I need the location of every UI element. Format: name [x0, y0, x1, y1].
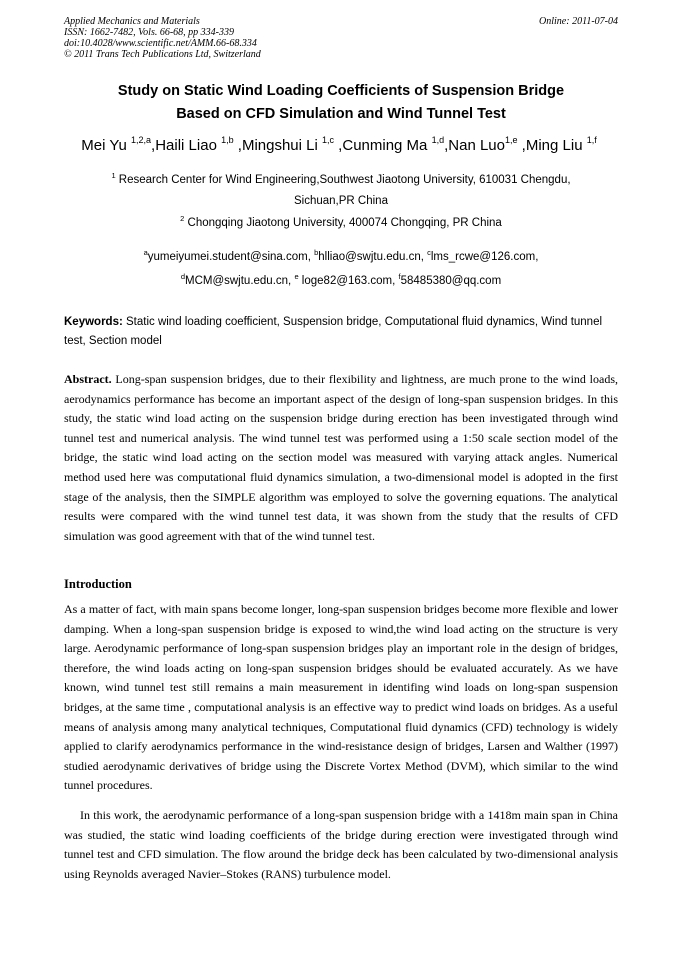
introduction-heading: Introduction [64, 577, 132, 591]
affiliation-text: Research Center for Wind Engineering,Southwest Jiaotong University, 610031 Chengdu, [115, 174, 571, 186]
journal-name: Applied Mechanics and Materials [64, 16, 200, 27]
email-line-2 [64, 271, 618, 292]
author-separator: , [334, 137, 343, 154]
doi-line: doi:10.4028/www.scientific.net/AMM.66-68.334 [64, 38, 257, 49]
email-marker: e [294, 272, 299, 281]
affiliation-2 [64, 213, 618, 234]
copyright-line: © 2011 Trans Tech Publications Ltd, Switzerland [64, 49, 261, 60]
author-affil-marker: 1,b [221, 135, 234, 145]
author-affil-marker: 1,c [322, 135, 335, 145]
introduction-paragraph-2: In this work, the aerodynamic performance of a long-span suspension bridge with a 1418m main span in China was studied, the static wind loading coefficients of the bridge during erection were investigated through wind tunnel test and CFD simulation. The flow around the bridge deck has been calculated by two-dimensional analysis using Reynolds averaged Navier–Stokes (RANS) turbulence model. [64, 808, 618, 881]
title-line-2: Based on CFD Simulation and Wind Tunnel Test [176, 106, 506, 122]
affiliation-text: Chongqing Jiaotong University, 400074 Chongqing, PR China [184, 217, 502, 229]
author-list [40, 136, 638, 156]
author-separator: , [233, 137, 242, 154]
email-address[interactable]: yumeiyumei.student@sina.com, [147, 251, 315, 263]
author-affil-marker: 1,f [586, 135, 597, 145]
email-address[interactable]: 58485380@qq.com [400, 275, 502, 287]
author-name: Ming Liu [525, 137, 583, 154]
affiliation-1 [64, 170, 618, 212]
paper-title [64, 80, 618, 126]
email-address[interactable]: hlliao@swjtu.edu.cn, [318, 251, 428, 263]
affiliation-marker: 1 [111, 171, 116, 180]
issn-line: ISSN: 1662-7482, Vols. 66-68, pp 334-339 [64, 27, 234, 38]
author-affil-marker: 1,e [504, 135, 518, 145]
author-separator: , [151, 137, 156, 154]
author-name: Mingshui Li [241, 137, 318, 154]
author-separator: , [517, 137, 526, 154]
publication-info [64, 16, 261, 60]
email-marker: b [314, 248, 319, 257]
email-address[interactable]: lms_rcwe@126.com, [430, 251, 539, 263]
introduction-paragraph-1: As a matter of fact, with main spans become longer, long-span suspension bridges become more flexible and lower damping. When a long-span suspension bridge is exposed to wind,the wind load acting on the structure is very large. Aerodynamic performance of long-span suspension bridges play an important role in the design of bridges, therefore, the wind loads acting on long-span suspension bridges should be evaluated accurately. As we have known, wind tunnel test still remains a main measurement in identifing wind loads on long-span suspension bridges, at the same time , computational analysis is an effective way to predict wind loads on bridges. As a useful means of analysis among many analytical techniques, Computational fluid dynamics (CFD) technology is widely applied to clarify aerodynamics performance in the wind-resistance design of bridges, Larsen and Walther (1997) studied aerodynamic derivatives of bridge using the Discrete Vortex Method (DVM), which similar to the wind tunnel procedures. [64, 602, 618, 793]
author-affil-marker: 1,2,a [131, 135, 152, 145]
email-marker: d [180, 272, 185, 281]
email-address[interactable]: loge82@163.com, [298, 275, 399, 287]
author-name: Mei Yu [81, 137, 127, 154]
keywords-label: Keywords: [64, 316, 123, 328]
abstract-section [64, 370, 618, 546]
affiliation-marker: 2 [180, 214, 185, 223]
email-line-1 [64, 247, 618, 268]
keywords-text: Static wind loading coefficient, Suspension bridge, Computational fluid dynamics, Wind tunnel test, Section model [64, 316, 603, 347]
keywords-section [64, 313, 618, 351]
email-address[interactable]: MCM@swjtu.edu.cn, [184, 275, 295, 287]
author-name: Nan Luo [448, 137, 505, 154]
email-marker: c [427, 248, 431, 257]
affiliation-text-cont: Sichuan,PR China [294, 195, 388, 207]
author-separator: , [444, 137, 449, 154]
online-date: Online: 2011-07-04 [539, 16, 618, 27]
author-name: Haili Liao [155, 137, 217, 154]
abstract-label: Abstract. [64, 372, 112, 386]
email-marker: a [143, 248, 148, 257]
abstract-text: Long-span suspension bridges, due to their flexibility and lightness, are much prone to the wind loads, aerodynamics performance has become an important aspect of the design of long-span suspension bridges. In this study, the static wind load acting on the suspension bridge during erection has been investigated through wind tunnel test and numerical analysis. The wind tunnel test was performed using a 1:50 scale section model of the bridge, the static wind load acting on the section model was measured with varying attack angles. Numerical method used here was computational fluid dynamics simulation, a two-dimensional model is adopted in the first stage of the analysis, then the SIMPLE algorithm was employed to solve the governing equations. The analytical results were compared with the wind tunnel test data, it was shown from the study that the results of CFD simulation was good agreement with that of the wind tunnel test. [64, 372, 618, 543]
title-line-1: Study on Static Wind Loading Coefficients of Suspension Bridge [117, 83, 565, 99]
email-marker: f [398, 272, 401, 281]
author-name: Cunming Ma [342, 137, 428, 154]
author-affil-marker: 1,d [431, 135, 445, 145]
